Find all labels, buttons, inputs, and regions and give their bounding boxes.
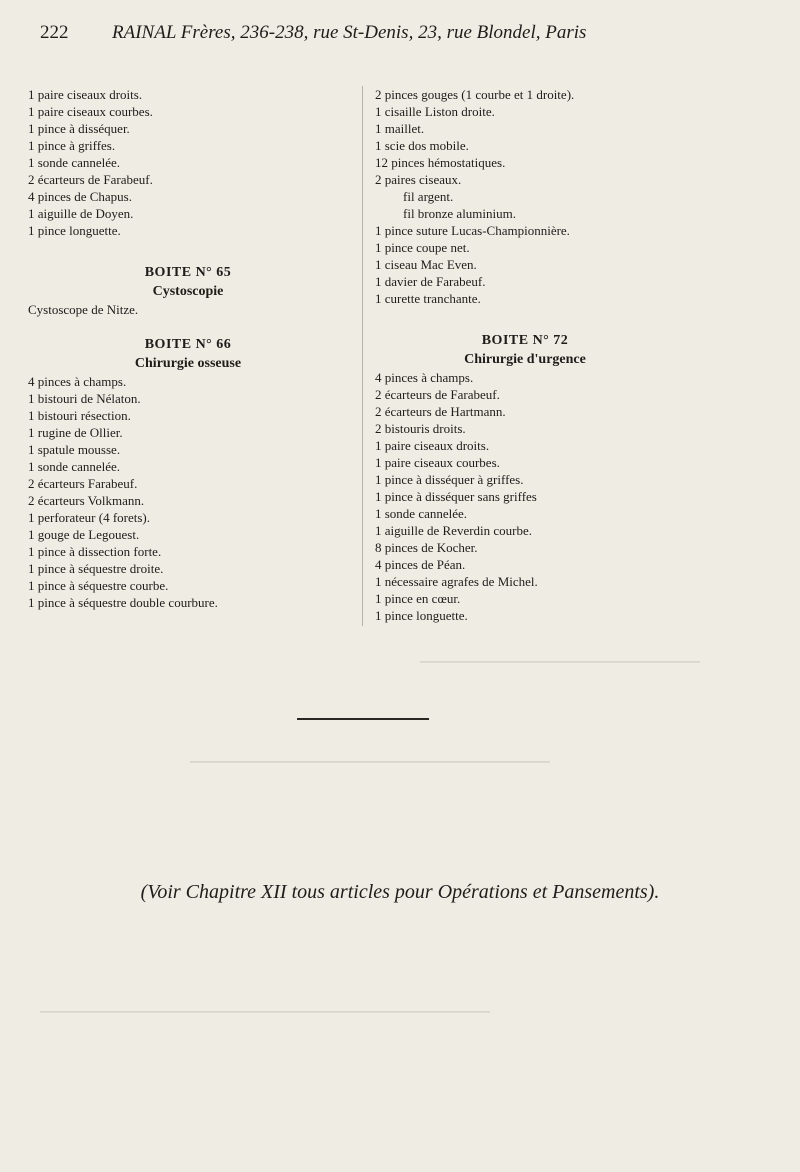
list-item: 1 maillet.	[375, 121, 425, 136]
list-item: 1 aiguille de Doyen.	[28, 206, 134, 221]
box-72-title: BOITE N° 72	[481, 333, 569, 348]
page-header	[40, 22, 780, 50]
list-item: 2 écarteurs de Farabeuf.	[28, 172, 153, 187]
list-item: 2 écarteurs Volkmann.	[28, 493, 145, 508]
list-item: 1 pince à séquestre droite.	[28, 561, 164, 576]
left-column	[28, 86, 348, 611]
list-item: 2 bistouris droits.	[375, 421, 466, 436]
list-item: 1 spatule mousse.	[28, 442, 121, 457]
header-title: RAINAL Frères, 236-238, rue St-Denis, 23, rue Blondel, Paris	[112, 22, 587, 43]
horizontal-rule	[297, 718, 429, 720]
list-item: 1 davier de Farabeuf.	[375, 274, 486, 289]
list-item: 2 pinces gouges (1 courbe et 1 droite).	[375, 87, 575, 102]
list-item: 8 pinces de Kocher.	[375, 540, 478, 555]
box-66-subtitle: Chirurgie osseuse	[134, 356, 242, 371]
list-item: 1 aiguille de Reverdin courbe.	[375, 523, 533, 538]
list-item: 12 pinces hémostatiques.	[375, 155, 506, 170]
box-65-title: BOITE N° 65	[144, 265, 232, 280]
footer-note: (Voir Chapitre XII tous articles pour Opérations et Pansements).	[140, 881, 660, 903]
list-item: 1 paire ciseaux droits.	[28, 87, 143, 102]
list-item: 1 nécessaire agrafes de Michel.	[375, 574, 538, 589]
show-through-texture: ▔▔▔▔▔▔▔▔▔▔▔▔▔▔▔▔▔▔▔▔▔▔▔▔▔▔▔▔	[420, 661, 700, 676]
box-72-section	[375, 331, 675, 624]
show-through-texture: ▔▔▔▔▔▔▔▔▔▔▔▔▔▔▔▔▔▔▔▔▔▔▔▔▔▔▔▔▔▔▔▔▔▔▔▔	[190, 761, 550, 776]
right-column	[375, 86, 675, 624]
list-item: 4 pinces à champs.	[28, 374, 127, 389]
list-subitem: fil bronze aluminium.	[403, 206, 517, 221]
page-number: 222	[40, 22, 69, 43]
list-subitem: fil argent.	[403, 189, 454, 204]
show-through-texture: ▔▔▔▔▔▔▔▔▔▔▔▔▔▔▔▔▔▔▔▔▔▔▔▔▔▔▔▔▔▔▔▔▔▔▔▔▔▔▔▔▔▔▔▔▔	[40, 1011, 490, 1026]
list-item: 1 gouge de Legouest.	[28, 527, 140, 542]
box-65-subtitle: Cystoscopie	[152, 284, 224, 299]
list-item: 4 pinces de Chapus.	[28, 189, 132, 204]
list-item: 1 sonde cannelée.	[28, 459, 121, 474]
box-72-subtitle: Chirurgie d'urgence	[464, 352, 586, 367]
list-item: 1 pince suture Lucas-Championnière.	[375, 223, 570, 238]
right-top-list	[375, 86, 675, 307]
box-66-section	[28, 335, 348, 611]
list-item: 1 pince longuette.	[28, 223, 121, 238]
list-item: 1 pince à disséquer à griffes.	[375, 472, 524, 487]
list-item: 1 pince à séquestre courbe.	[28, 578, 169, 593]
list-item: 1 paire ciseaux courbes.	[375, 455, 500, 470]
list-item: Cystoscope de Nitze.	[28, 302, 139, 317]
list-item: 1 sonde cannelée.	[375, 506, 468, 521]
list-item: 4 pinces à champs.	[375, 370, 474, 385]
list-item: 1 scie dos mobile.	[375, 138, 469, 153]
list-item: 1 cisaille Liston droite.	[375, 104, 495, 119]
list-item: 1 ciseau Mac Even.	[375, 257, 477, 272]
list-item: 1 pince à disséquer sans griffes	[375, 489, 537, 504]
list-item: 1 pince en cœur.	[375, 591, 461, 606]
list-item: 1 pince longuette.	[375, 608, 468, 623]
box-66-title: BOITE N° 66	[144, 337, 232, 352]
column-divider	[362, 86, 363, 626]
list-item: 2 écarteurs de Hartmann.	[375, 404, 506, 419]
list-item: 1 paire ciseaux droits.	[375, 438, 490, 453]
list-item: 1 pince à griffes.	[28, 138, 116, 153]
left-top-list	[28, 86, 348, 239]
list-item: 2 écarteurs de Farabeuf.	[375, 387, 500, 402]
list-item: 4 pinces de Péan.	[375, 557, 466, 572]
list-item: 1 bistouri de Nélaton.	[28, 391, 141, 406]
list-item: 1 paire ciseaux courbes.	[28, 104, 153, 119]
list-item: 1 perforateur (4 forets).	[28, 510, 150, 525]
list-item: 1 pince à disséquer.	[28, 121, 130, 136]
list-item: 1 curette tranchante.	[375, 291, 481, 306]
list-item: 1 pince à dissection forte.	[28, 544, 162, 559]
list-item: 2 paires ciseaux.	[375, 172, 462, 187]
list-item: 1 rugine de Ollier.	[28, 425, 123, 440]
list-item: 1 pince à séquestre double courbure.	[28, 595, 218, 610]
box-65-section	[28, 263, 348, 318]
list-item: 1 pince coupe net.	[375, 240, 470, 255]
list-item: 1 sonde cannelée.	[28, 155, 121, 170]
list-item: 2 écarteurs Farabeuf.	[28, 476, 138, 491]
list-item: 1 bistouri résection.	[28, 408, 131, 423]
